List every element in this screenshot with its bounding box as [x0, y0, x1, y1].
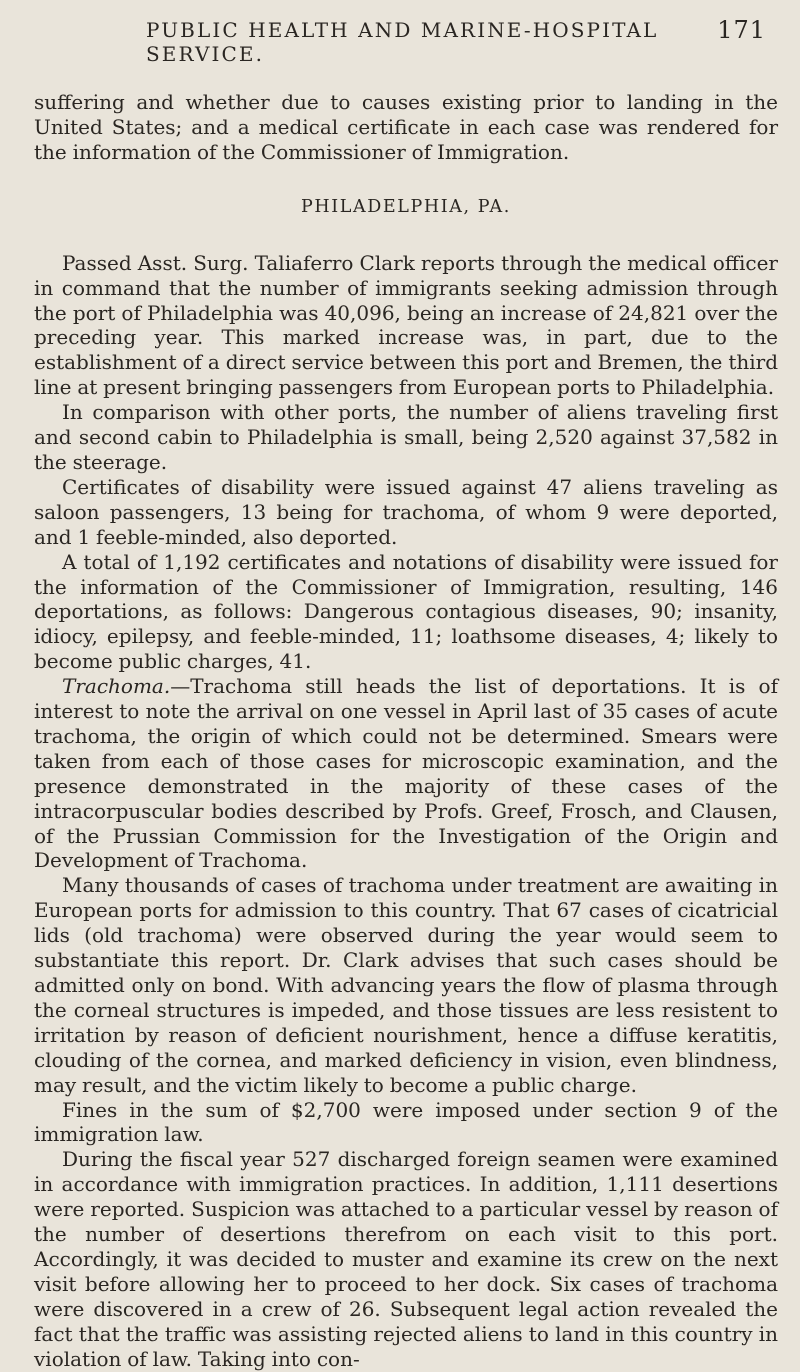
page-body [34, 90, 778, 1372]
trachoma-paragraph [34, 674, 778, 873]
continuation-paragraph: suffering and whether due to causes existing prior to landing in the United States; and a medical certificate in each case was rendered for the information of the Commissioner of Immigration. [34, 90, 778, 164]
body-paragraph: During the fiscal year 527 discharged foreign seamen were examined in accordance with immigration practices. In addition, 1,111 desertions were reported. Suspicion was attached to a particular vessel by reason of the number of desertions therefrom on each visit to this port. Accordingly, it was decided to muster and examine its crew on the next visit before allowing her to proceed to her dock. Six cases of trachoma were discovered in a crew of 26. Subsequent legal action revealed the fact that the traffic was assisting rejected aliens to land in this country in violation of law. Taking into con- [34, 1147, 778, 1371]
body-paragraph: In comparison with other ports, the number of aliens traveling first and second cabin to Philadelphia is small, being 2,520 against 37,582 in the steerage. [34, 400, 778, 474]
trachoma-subheading: Trachoma. [62, 674, 171, 699]
page-number: 171 [717, 16, 766, 44]
body-paragraph: Passed Asst. Surg. Taliaferro Clark reports through the medical officer in command that the number of immigrants seeking admission through the port of Philadelphia was 40,096, being an increase of 24,821 over the preceding year. This marked increase was, in part, due to the establishment of a direct service between this port and Bremen, the third line at present bringing passengers from European ports to Philadelphia. [34, 250, 778, 400]
body-paragraph: Many thousands of cases of trachoma under treatment are awaiting in European ports for admission to this country. That 67 cases of cicatricial lids (old trachoma) were observed during the year would seem to substantiate this report. Dr. Clark advises that such cases should be admitted only on bond. With advancing years the flow of plasma through the corneal structures is impeded, and those tissues are less resistent to irritation by reason of deficient nourishment, hence a diffuse keratitis, clouding of the cornea, and marked deficiency in vision, even blindness, may result, and the victim likely to become a public charge. [34, 873, 778, 1097]
body-paragraph: Fines in the sum of $2,700 were imposed under section 9 of the immigration law. [34, 1097, 778, 1147]
body-paragraph: A total of 1,192 certificates and notations of disability were issued for the information of the Commissioner of Immigration, resulting, 146 deportations, as follows: Dangerous contagious diseases, 90; insanity, idiocy, epilepsy, and feeble-minded, 11; loathsome diseases, 4; likely to become public charges, 41. [34, 549, 778, 674]
body-paragraph: Certificates of disability were issued against 47 aliens traveling as saloon passengers, 13 being for trachoma, of whom 9 were deported, and 1 feeble-minded, also deported. [34, 474, 778, 549]
section-heading: PHILADELPHIA, PA. [301, 196, 511, 217]
running-title: PUBLIC HEALTH AND MARINE-HOSPITAL SERVICE. [146, 18, 659, 66]
running-header [34, 16, 778, 66]
trachoma-text: —Trachoma still heads the list of deportations. It is of interest to note the arrival on one vessel in April last of 35 cases of acute trachoma, the origin of which could not be determined. Smears were taken from each of those cases for microscopic examination, and the presence demonstrated in the majority of these cases of the intracorpuscular bodies described by Profs. Greef, Frosch, and Clausen, of the Prussian Commission for the Investigation of the Origin and Development of Trachoma. [34, 674, 778, 873]
